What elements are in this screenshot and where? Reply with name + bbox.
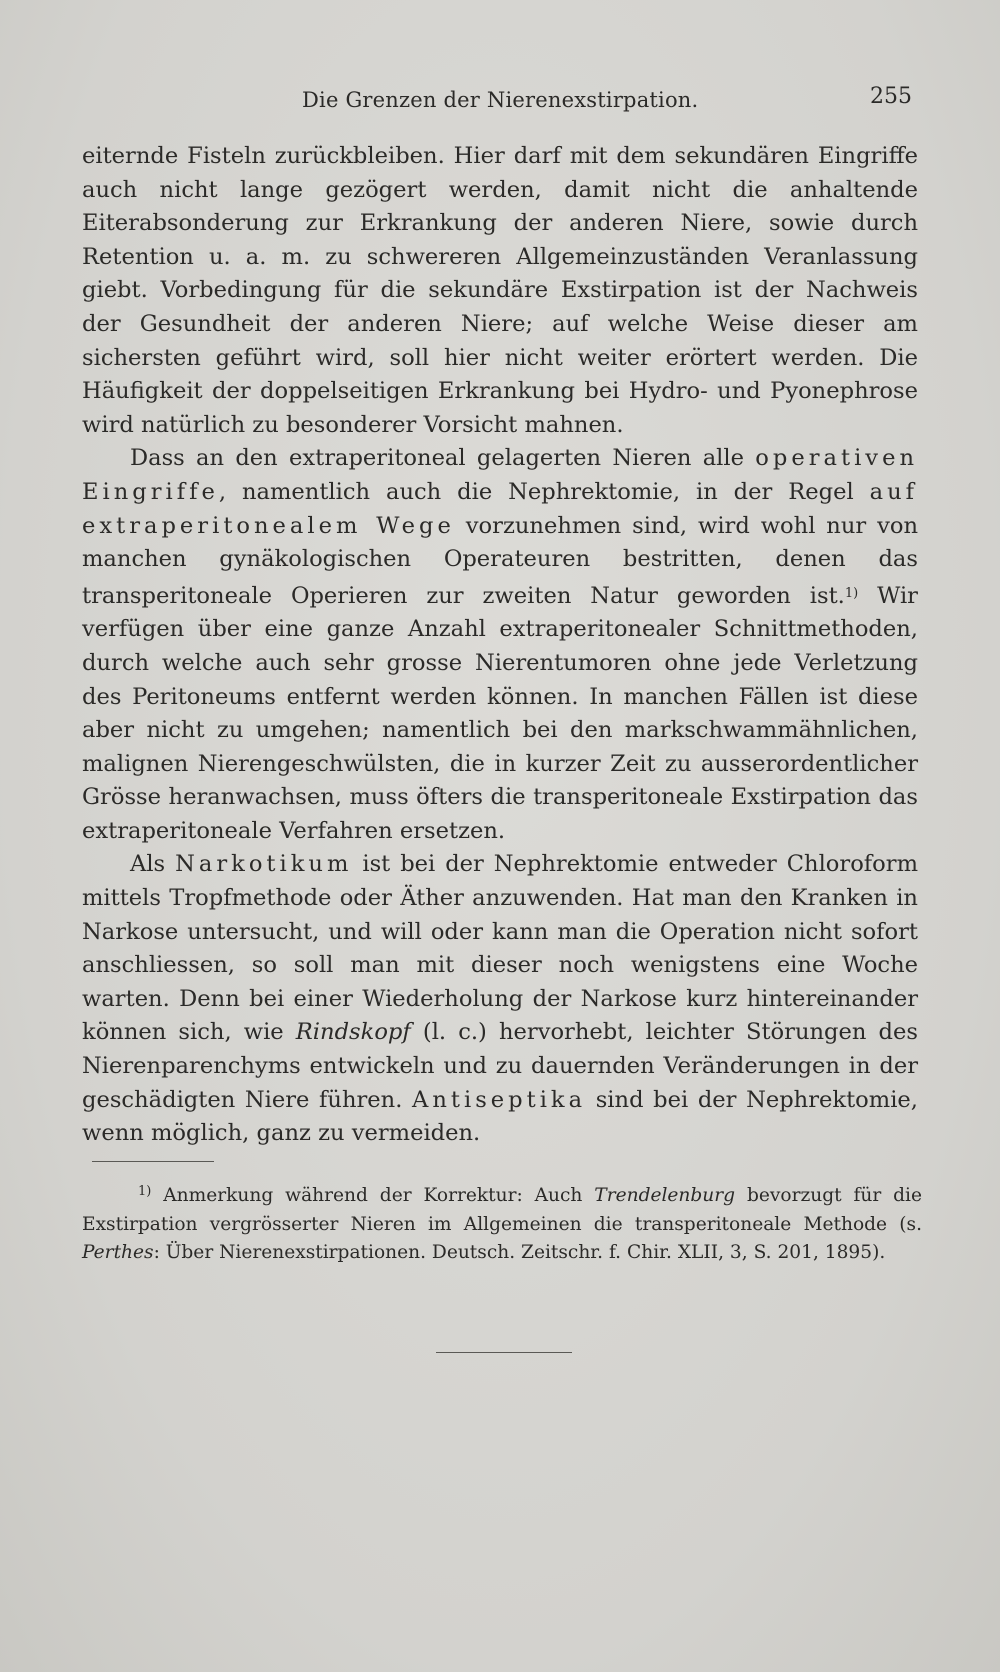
emphasis-antiseptika: Antiseptika (412, 1086, 587, 1113)
running-title: Die Grenzen der Nierenexstirpation. (302, 88, 699, 112)
page-header (82, 84, 918, 118)
footnote-text-e: : Über Nierenexstirpationen. Deutsch. Zeitschr. f. Chir. XLII, 3, S. 201, 1895). (153, 1242, 886, 1264)
footnote-reference: 1) (844, 585, 859, 601)
paragraph-3-text-e: (l. c.) hervorhebt, leichter Störungen des Nierenparenchyms entwickeln und zu dauernden Veränderungen in der geschädigten Niere führen. (82, 1019, 918, 1113)
paragraph-2-text-e: vorzunehmen sind, wird wohl nur von manchen gynäkologischen Operateuren bestritten, denen das transperitoneale Operieren zur zweiten Natur geworden ist. (82, 512, 919, 609)
paragraph-2 (82, 442, 918, 848)
author-trendelenburg: Trendelenburg (594, 1185, 736, 1206)
footnote (82, 1178, 922, 1268)
paragraph-3-text-c: ist bei der Nephrektomie entweder Chloroform mittels Tropfmethode oder Äther anzuwenden. Hat man den Kranken in Narkose untersucht, und will oder kann man die Operation nicht sofort anschliessen, so soll man mit dieser noch wenigstens eine Woche warten. Denn bei einer Wiederholung der Narkose kurz hintereinander können sich, wie (82, 851, 918, 1046)
author-perthes: Perthes (82, 1242, 154, 1264)
page-number: 255 (870, 84, 912, 109)
paragraph-3-text-g: sind bei der Nephrektomie, wenn möglich, ganz zu vermeiden. (82, 1086, 918, 1147)
paragraph-2-text-a: Dass an den extraperitoneal gelagerten Nieren alle (130, 445, 756, 472)
footnote-text-c: bevorzugt für die Exstirpation vergrösserter Nieren im Allgemeinen die transperitoneale Methode (s. (82, 1185, 922, 1235)
paragraph-1: eiternde Fisteln zurückbleiben. Hier darf mit dem sekundären Eingriffe auch nicht lange gezögert werden, damit nicht die anhaltende Eiterabsonderung zur Erkrankung der anderen Niere, sowie durch Retention u. a. m. zu schwereren Allgemeinzuständen Veranlassung giebt. Vorbedingung für die sekundäre Exstirpation ist der Nachweis der Gesundheit der anderen Niere; auf welche Weise dieser am sichersten geführt wird, soll hier nicht weiter erörtert werden. Die Häufigkeit der doppelseitigen Erkrankung bei Hydro- und Pyonephrose wird natürlich zu besonderer Vorsicht mahnen. (82, 143, 918, 438)
bottom-rule (436, 1352, 572, 1353)
paragraph-3-text-a: Als (130, 851, 176, 878)
paragraph-3 (82, 848, 918, 1150)
emphasis-operative-eingriffe: operativen Eingriffe (82, 445, 918, 505)
footnote-text-a: Anmerkung während der Korrektur: Auch (151, 1185, 595, 1206)
emphasis-extraperitonealem-wege: auf extraperitonealem Wege (82, 478, 918, 539)
footnote-separator (92, 1161, 214, 1162)
author-rindskopf: Rindskopf (295, 1019, 411, 1046)
paragraph-2-text-c: , namentlich auch die Nephrektomie, in der Regel (218, 478, 870, 505)
footnote-paragraph (82, 1178, 922, 1268)
body-text (82, 140, 918, 1151)
emphasis-narkotikum: Narkotikum (175, 851, 353, 878)
footnote-marker: 1) (138, 1184, 152, 1199)
paragraph-2-text-f: Wir verfügen über eine ganze Anzahl extraperitonealer Schnittmethoden, durch welche auch sehr grosse Nierentumoren ohne jede Verletzung des Peritoneums entfernt werden können. In manchen Fällen ist diese aber nicht zu umgehen; namentlich bei den markschwammähnlichen, malignen Nierengeschwülsten, die in kurzer Zeit zu ausserordentlicher Grösse heranwachsen, muss öfters die transperitoneale Exstirpation das extraperitoneale Verfahren ersetzen. (82, 582, 918, 844)
